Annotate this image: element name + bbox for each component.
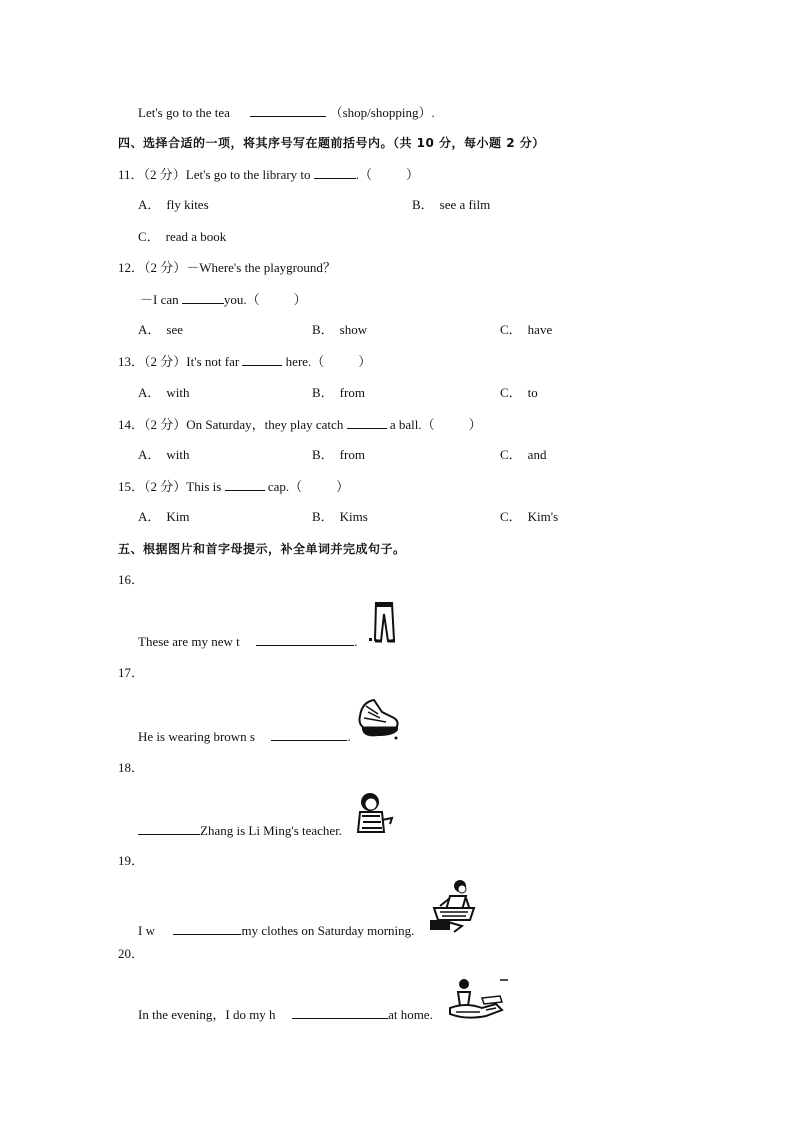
washing-clothes-icon bbox=[426, 876, 482, 934]
question-18-number: 18． bbox=[118, 760, 145, 775]
option-a[interactable]: A． Kim bbox=[138, 509, 190, 524]
question-18: Zhang is Li Ming's teacher. bbox=[138, 822, 342, 839]
option-b[interactable]: B． from bbox=[312, 447, 365, 462]
question-12-line2: －I can you.（ ） bbox=[140, 292, 307, 307]
option-b[interactable]: B． from bbox=[312, 385, 365, 400]
answer-blank[interactable] bbox=[292, 1006, 388, 1019]
answer-blank[interactable] bbox=[138, 822, 200, 835]
option-b[interactable]: B． see a film bbox=[412, 197, 491, 212]
option-c[interactable]: C． and bbox=[500, 447, 547, 462]
question-19: I w my clothes on Saturday morning. bbox=[138, 923, 415, 938]
top-line: Let's go to the tea （shop/shopping）. bbox=[138, 105, 435, 120]
option-a[interactable]: A． see bbox=[138, 322, 183, 337]
option-c[interactable]: C． have bbox=[500, 322, 553, 337]
shoes-icon bbox=[356, 694, 402, 742]
question-13: 13．（2 分）It's not far here.（ ） bbox=[118, 354, 372, 369]
question-15: 15．（2 分）This is cap.（ ） bbox=[118, 479, 350, 494]
option-c[interactable]: C． Kim's bbox=[500, 509, 559, 524]
question-19-number: 19． bbox=[118, 853, 145, 868]
question-16: These are my new t . bbox=[138, 634, 358, 649]
option-c[interactable]: C． to bbox=[500, 385, 538, 400]
question-14: 14．（2 分）On Saturday，they play catch a ball.（ ） bbox=[118, 417, 482, 432]
question-17-number: 17． bbox=[118, 665, 145, 680]
section-4-title: 四、选择合适的一项，将其序号写在题前括号内。（共 10 分，每小题 2 分） bbox=[118, 136, 545, 150]
question-20-number: 20． bbox=[118, 946, 145, 961]
teacher-icon bbox=[354, 790, 396, 836]
answer-blank[interactable] bbox=[250, 104, 326, 117]
answer-blank[interactable] bbox=[182, 291, 224, 304]
homework-icon bbox=[446, 976, 508, 1020]
option-c[interactable]: C． read a book bbox=[138, 229, 227, 244]
answer-blank[interactable] bbox=[314, 166, 356, 179]
answer-blank[interactable] bbox=[271, 728, 347, 741]
option-a[interactable]: A． with bbox=[138, 447, 190, 462]
section-5-title: 五、根据图片和首字母提示，补全单词并完成句子。 bbox=[118, 542, 406, 556]
option-a[interactable]: A． with bbox=[138, 385, 190, 400]
question-12: 12．（2 分）－Where's the playground？ bbox=[118, 260, 336, 275]
answer-blank[interactable] bbox=[173, 922, 241, 935]
question-20: In the evening，I do my h at home. bbox=[138, 1007, 433, 1022]
question-17: He is wearing brown s . bbox=[138, 729, 351, 744]
question-16-number: 16． bbox=[118, 572, 145, 587]
answer-blank[interactable] bbox=[225, 478, 265, 491]
trousers-icon bbox=[366, 600, 400, 646]
option-b[interactable]: B． Kims bbox=[312, 509, 368, 524]
answer-blank[interactable] bbox=[242, 353, 282, 366]
option-a[interactable]: A． fly kites bbox=[138, 197, 209, 212]
question-11: 11．（2 分）Let's go to the library to .（ ） bbox=[118, 167, 420, 182]
answer-blank[interactable] bbox=[347, 416, 387, 429]
answer-blank[interactable] bbox=[256, 633, 354, 646]
option-b[interactable]: B． show bbox=[312, 322, 368, 337]
